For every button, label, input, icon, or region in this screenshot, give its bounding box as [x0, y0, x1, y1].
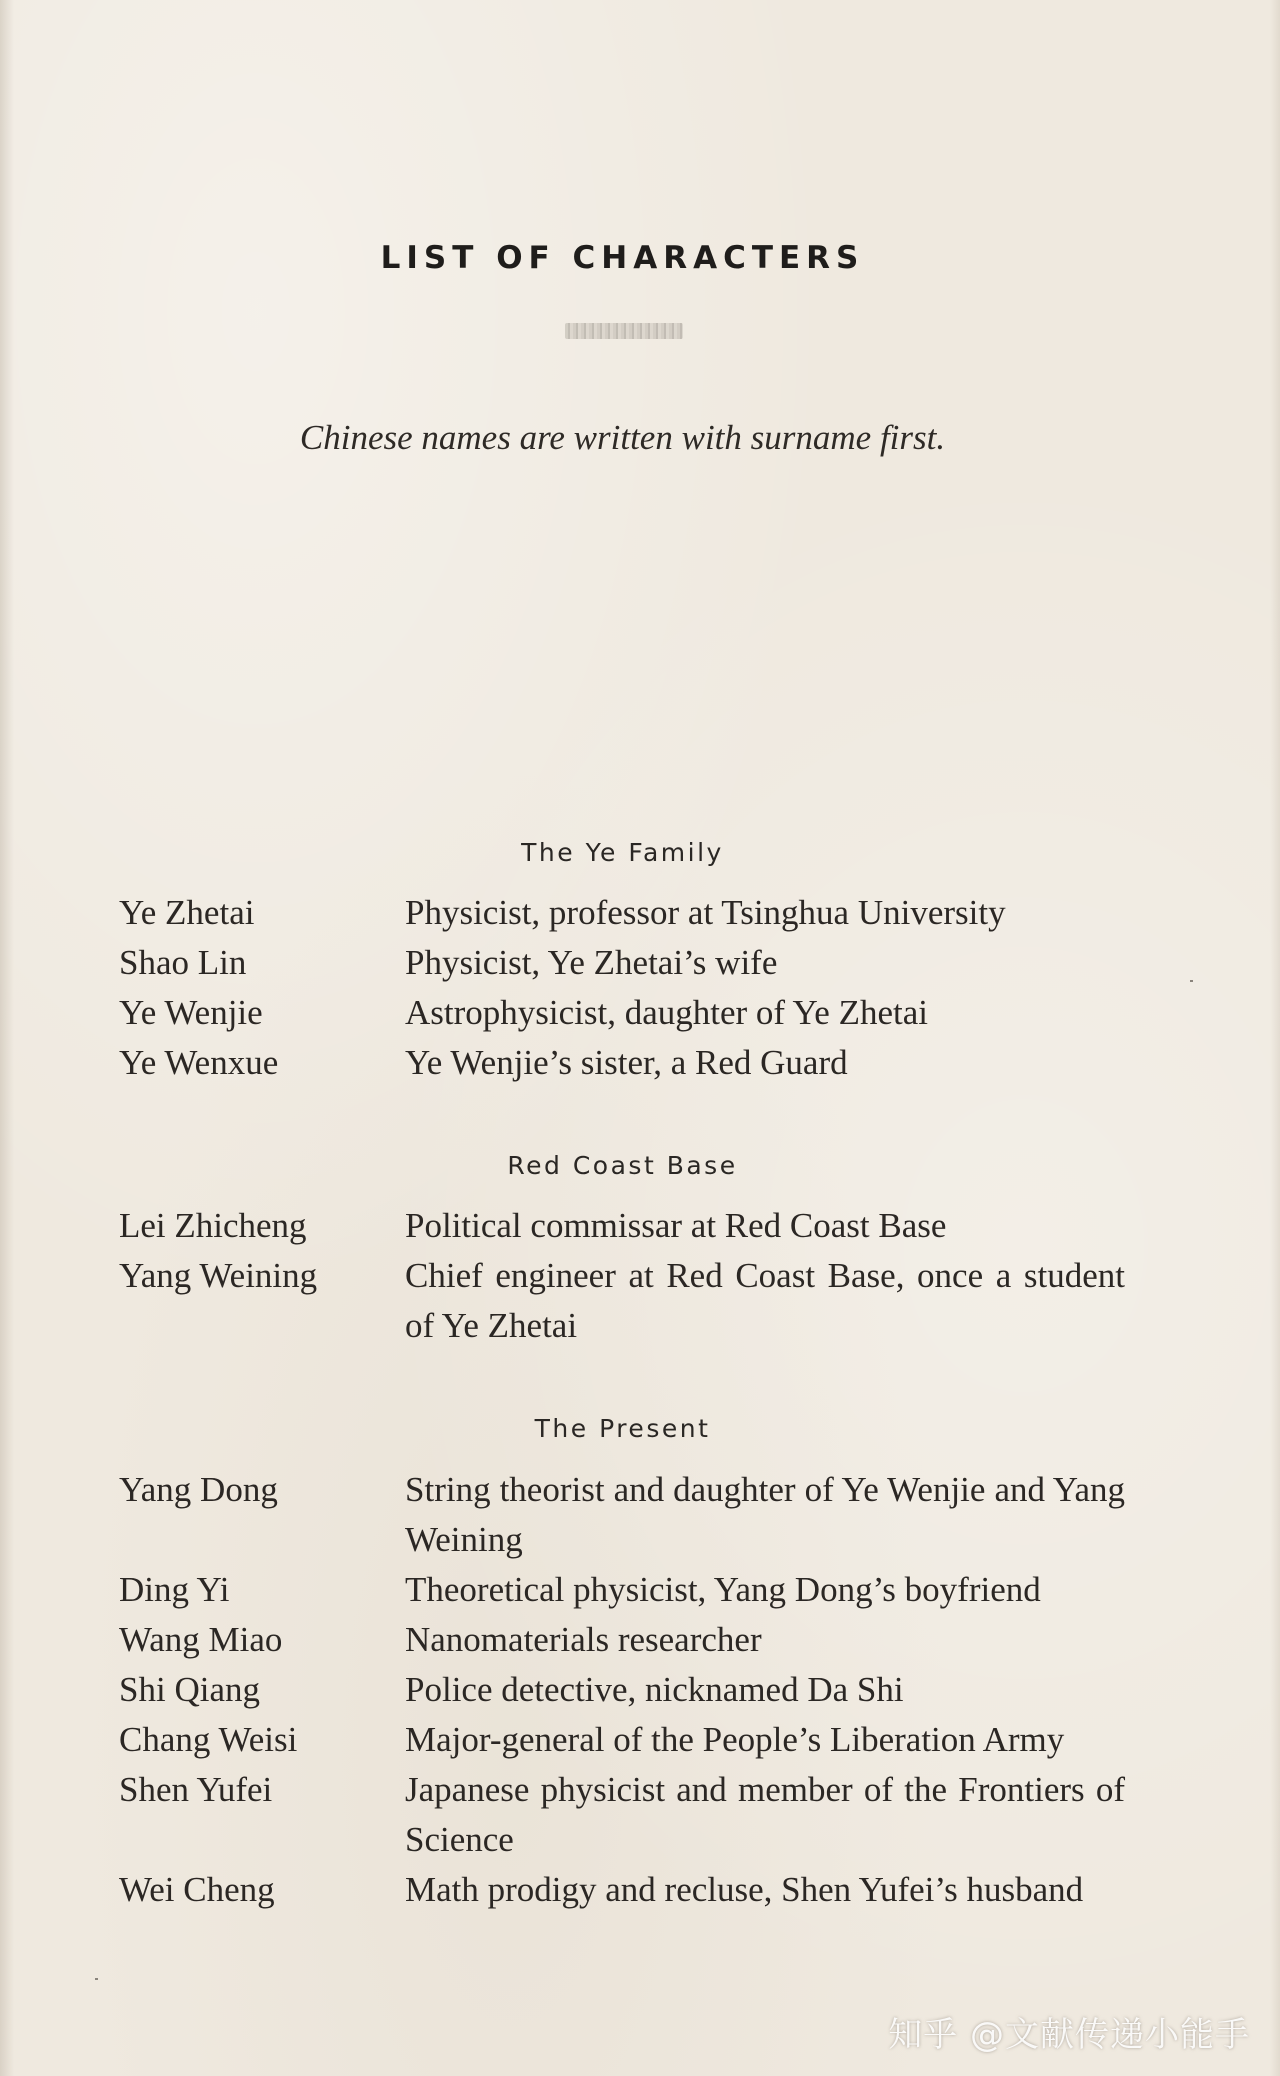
- character-description: Nanomaterials researcher: [405, 1620, 762, 1659]
- list-item: [0, 988, 1280, 1038]
- section-title-ye-family: The Ye Family: [521, 838, 724, 867]
- character-description: Math prodigy and recluse, Shen Yufei’s husband: [405, 1870, 1084, 1909]
- character-description: Physicist, Ye Zhetai’s wife: [405, 943, 778, 982]
- list-item: [0, 1565, 1280, 1615]
- character-description: Major-general of the People’s Liberation Army: [405, 1720, 1065, 1759]
- character-name: Wang Miao: [119, 1620, 283, 1659]
- list-item: [0, 1465, 1280, 1565]
- character-name: Wei Cheng: [119, 1870, 275, 1909]
- page-title: LIST OF CHARACTERS: [380, 240, 865, 276]
- section-ye-family-list: [0, 888, 1280, 1088]
- paper-speck: [1190, 980, 1193, 982]
- character-description: Physicist, professor at Tsinghua University: [405, 893, 1006, 932]
- list-item: [0, 1038, 1280, 1088]
- list-item: [0, 1201, 1280, 1251]
- character-name: Chang Weisi: [119, 1720, 298, 1759]
- page-subtitle: Chinese names are written with surname first.: [299, 418, 946, 457]
- character-description: Ye Wenjie’s sister, a Red Guard: [405, 1043, 848, 1082]
- character-name: Ye Zhetai: [119, 893, 255, 932]
- character-name: Ye Wenjie: [119, 993, 263, 1032]
- list-item: [0, 938, 1280, 988]
- section-red-coast-base-list: [0, 1201, 1280, 1351]
- list-item: [0, 888, 1280, 938]
- character-name: Yang Dong: [119, 1470, 278, 1509]
- character-description: Chief engineer at Red Coast Base, once a student of Ye Zhetai: [405, 1256, 1125, 1345]
- character-name: Shao Lin: [119, 943, 247, 982]
- character-name: Shen Yufei: [119, 1770, 273, 1809]
- character-name: Yang Weining: [119, 1256, 318, 1295]
- paper-speck: [95, 1978, 98, 1980]
- list-item: [0, 1251, 1280, 1351]
- list-item: [0, 1615, 1280, 1665]
- character-description: Astrophysicist, daughter of Ye Zhetai: [405, 993, 928, 1032]
- title-ornament: [565, 323, 683, 339]
- list-item: [0, 1865, 1280, 1915]
- section-title-red-coast-base: Red Coast Base: [507, 1151, 738, 1180]
- list-item: [0, 1715, 1280, 1765]
- character-name: Ding Yi: [119, 1570, 230, 1609]
- list-item: [0, 1765, 1280, 1865]
- character-description: Police detective, nicknamed Da Shi: [405, 1670, 904, 1709]
- section-title-the-present: The Present: [534, 1414, 711, 1443]
- character-name: Shi Qiang: [119, 1670, 260, 1709]
- character-name: Lei Zhicheng: [119, 1206, 307, 1245]
- character-description: Theoretical physicist, Yang Dong’s boyfriend: [405, 1570, 1041, 1609]
- character-name: Ye Wenxue: [119, 1043, 279, 1082]
- character-description: Political commissar at Red Coast Base: [405, 1206, 947, 1245]
- character-description: Japanese physicist and member of the Frontiers of Science: [405, 1770, 1125, 1859]
- section-the-present-list: [0, 1465, 1280, 1915]
- watermark: 知乎 @文献传递小能手: [888, 2015, 1250, 2055]
- list-item: [0, 1665, 1280, 1715]
- character-description: String theorist and daughter of Ye Wenjie and Yang Weining: [405, 1470, 1125, 1559]
